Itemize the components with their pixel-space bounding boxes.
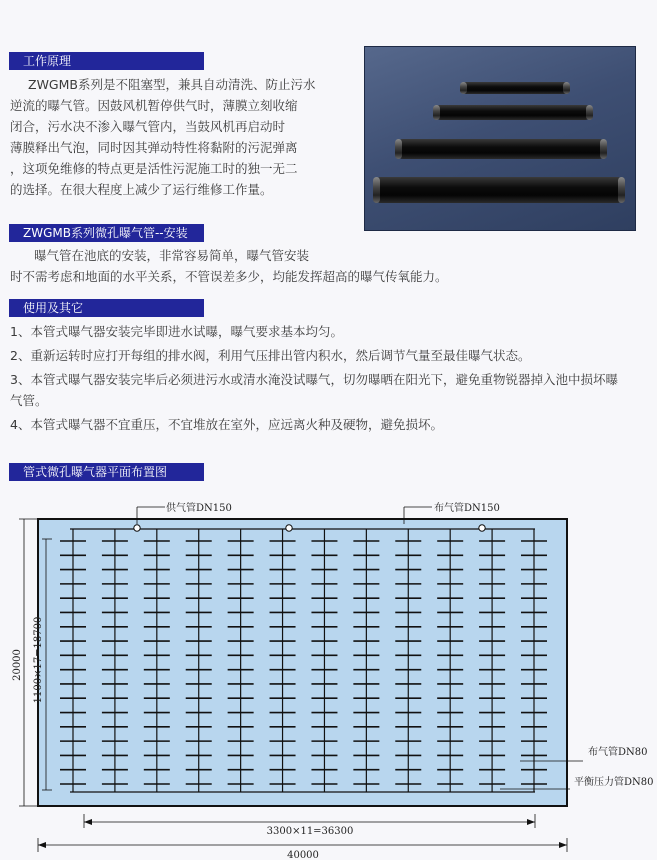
label-distribution-pipe: 布气管DN150 — [434, 503, 500, 514]
section-header-working-principle: 工作原理 — [9, 52, 204, 70]
valve-connector — [134, 525, 140, 531]
usage-item-2: 2、重新运转时应打开每组的排水阀，利用气压排出管内积水，然后调节气量至最佳曝气状态。 — [10, 348, 531, 363]
aerator-tube-image — [373, 177, 625, 203]
text-line: ZWGMB系列是不阻塞型，兼具自动清洗、防止污水 — [28, 77, 316, 92]
label-supply-pipe: 供气管DN150 — [166, 503, 232, 514]
dim-height-total: 20000 — [12, 649, 23, 681]
aerator-layout-diagram — [0, 490, 657, 860]
label-branch-pipe: 布气管DN80 — [588, 747, 648, 758]
section-header-installation: ZWGMB系列微孔曝气管--安装 — [9, 224, 204, 242]
valve-connector — [479, 525, 485, 531]
usage-item-3: 3、本管式曝气器安装完毕后必须进污水或清水淹没试曝气，切勿曝晒在阳光下，避免重物锐器掉入池中损坏曝 — [10, 372, 618, 387]
usage-item-1: 1、本管式曝气器安装完毕即进水试曝，曝气要求基本均匀。 — [10, 324, 343, 339]
working-principle-text — [10, 74, 360, 200]
aerator-tube-image — [460, 82, 570, 94]
aerator-tubes-photo — [364, 46, 636, 231]
text-line: 逆流的曝气管。因鼓风机暂停供气时，薄膜立刻收缩 — [10, 98, 298, 113]
text-line: ，这项免维修的特点更是活性污泥施工时的独一无二 — [10, 161, 298, 176]
text-line: 时不需考虑和地面的水平关系，不管误差多少，均能发挥超高的曝气传氧能力。 — [10, 269, 448, 284]
usage-item-4: 4、本管式曝气器不宜重压，不宜堆放在室外，应远离火种及硬物，避免损坏。 — [10, 417, 443, 432]
dim-width-inner: 3300×11=36300 — [266, 826, 354, 837]
usage-item-3-cont: 气管。 — [10, 393, 48, 408]
valve-connector — [286, 525, 292, 531]
text-line: 的选择。在很大程度上减少了运行维修工作量。 — [10, 182, 273, 197]
text-line: 薄膜释出气泡，同时因其弹动特性将黏附的污泥弹离 — [10, 140, 298, 155]
text-line: 曝气管在池底的安装，非常容易简单，曝气管安装 — [34, 248, 310, 263]
text-line: 闭合，污水决不渗入曝气管内，当鼓风机再启动时 — [10, 119, 286, 134]
section-header-usage: 使用及其它 — [9, 299, 204, 317]
section-header-layout-plan: 管式微孔曝气器平面布置图 — [9, 463, 204, 481]
aeration-tank — [38, 519, 567, 806]
aerator-tube-image — [433, 105, 593, 120]
label-balance-pipe: 平衡压力管DN80 — [574, 777, 654, 788]
dim-width-total: 40000 — [287, 850, 319, 860]
aerator-tube-image — [395, 139, 607, 159]
dim-height-inner: 1100×17=18700 — [33, 616, 44, 704]
installation-text — [10, 245, 650, 287]
